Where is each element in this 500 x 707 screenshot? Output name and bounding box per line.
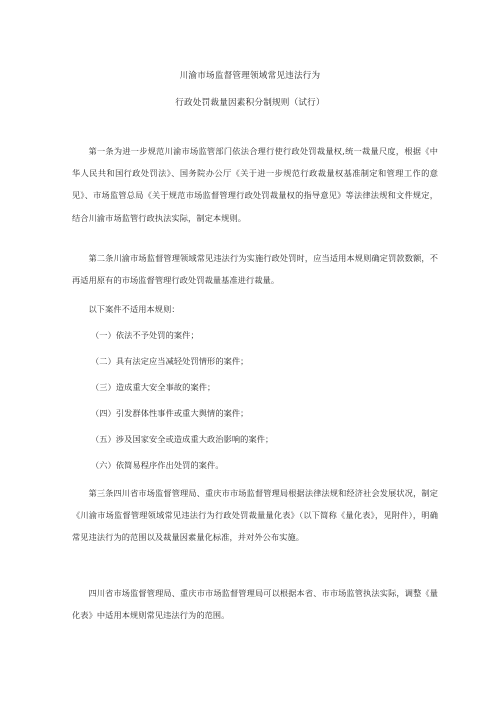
article-3-note-paragraph: 四川省市场监督管理局、重庆市市场监督管理局可以根据本省、市市场监管执法实际，调整《量化表》中适用本规则常见违法行为的范围。 <box>72 588 438 621</box>
exclusion-item-6: （六）依简易程序作出处罚的案件。 <box>91 460 224 470</box>
document-title-line-2: 行政处罚裁量因素积分制规则（试行） <box>175 98 325 108</box>
document-title-line-1: 川渝市场监督管理领域常见违法行为 <box>179 71 321 81</box>
exclusion-intro: 以下案件不适用本规则： <box>88 304 180 314</box>
exclusion-item-3: （三）造成重大安全事故的案件； <box>91 382 216 392</box>
exclusion-item-2: （二）具有法定应当减轻处罚情形的案件； <box>91 356 249 366</box>
exclusion-item-1: （一）依法不予处罚的案件； <box>91 330 199 340</box>
article-1-paragraph: 第一条为进一步规范川渝市场监管部门依法合理行使行政处罚裁量权,统一裁量尺度，根据《中华人民共和国行政处罚法》、国务院办公厅《关于进一步规范行政裁量权基准制定和管理工作的意见》、市场监管总局《关于规范市场监督管理行政处罚裁量权的指导意见》等法律法规和文件规定，结合川渝市场监管行政执法实际，制定本规则。 <box>72 146 438 223</box>
exclusion-item-4: （四）引发群体性事件或重大舆情的案件； <box>91 408 249 418</box>
article-3-paragraph: 第三条四川省市场监督管理局、重庆市市场监督管理局根据法律法规和经济社会发展状况，制定《川渝市场监督管理领域常见违法行为行政处罚裁量量化表》（以下简称《量化表》，见附件），明确常见违法行为的范围以及裁量因素量化标准，并对外公布实施。 <box>72 488 438 543</box>
exclusion-item-5: （五）涉及国家安全或造成重大政治影响的案件； <box>91 434 274 444</box>
article-2-paragraph: 第二条川渝市场监督管理领域常见违法行为实施行政处罚时，应当适用本规则确定罚款数额，不再适用原有的市场监督管理行政处罚裁量基准进行裁量。 <box>72 253 438 286</box>
